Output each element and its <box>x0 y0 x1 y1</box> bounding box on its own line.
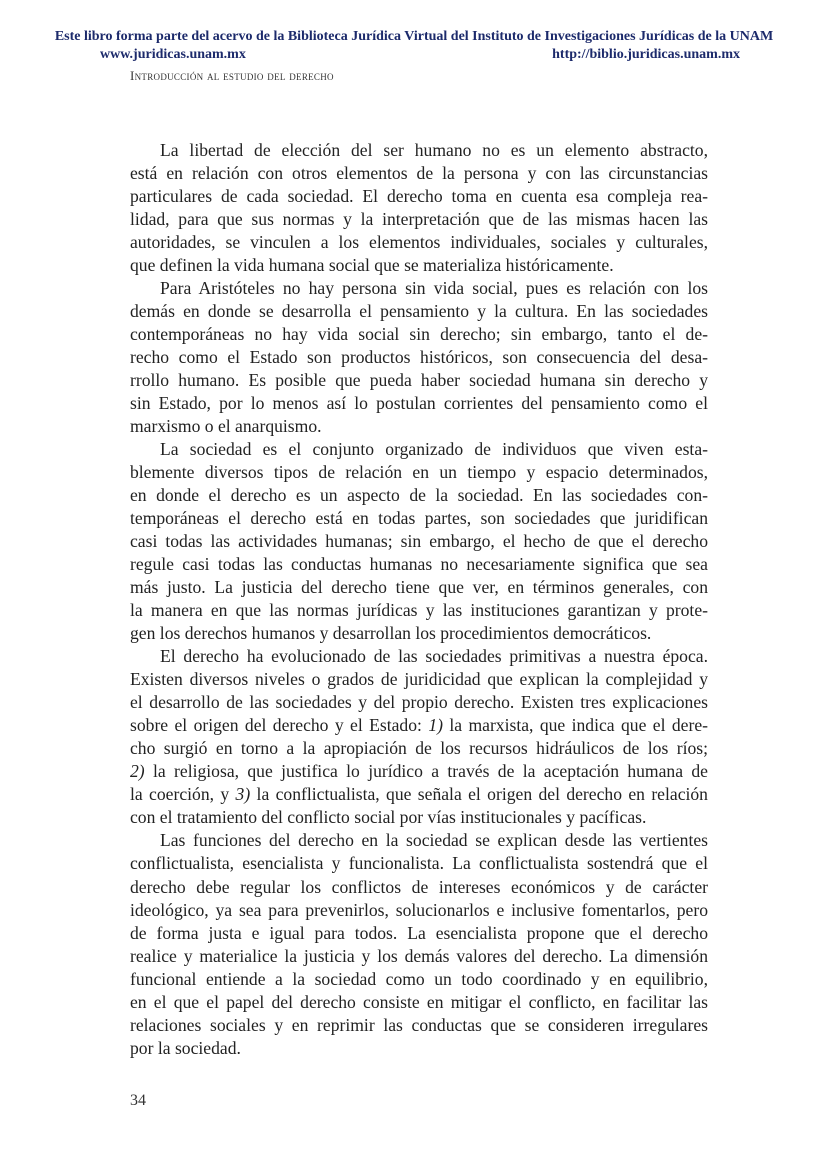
text-line: relaciones sociales y en reprimir las conductas que se consideren irregulares <box>130 1014 708 1035</box>
paragraph <box>130 139 708 277</box>
text-line: realice y materialice la justicia y los demás valores del derecho. La dimensión <box>130 945 708 966</box>
text-line: blemente diversos tipos de relación en un tiempo y espacio determinados, <box>130 462 708 483</box>
page-number: 34 <box>130 1092 146 1109</box>
paragraph <box>130 277 708 438</box>
text-line: Para Aristóteles no hay persona sin vida social, pues es relación con los <box>160 278 708 299</box>
text-line: la coerción, y 3) la conflictualista, que señala el origen del derecho en relación <box>130 784 708 805</box>
text-line: 2) la religiosa, que justifica lo jurídico a través de la aceptación humana de <box>130 761 708 782</box>
text-line: autoridades, se vinculen a los elementos individuales, sociales y culturales, <box>130 232 708 253</box>
text-line: sin Estado, por lo menos así lo postulan corrientes del pensamiento como el <box>130 393 708 414</box>
text-line: contemporáneas no hay vida social sin derecho; sin embargo, tanto el de- <box>130 324 708 345</box>
text-line: marxismo o el anarquismo. <box>130 416 322 437</box>
text-line: La sociedad es el conjunto organizado de individuos que viven esta- <box>160 439 708 460</box>
text-line: El derecho ha evolucionado de las sociedades primitivas a nuestra época. <box>160 646 708 667</box>
text-line: en el que el papel del derecho consiste en mitigar el conflicto, en facilitar las <box>130 991 708 1012</box>
text-line: más justo. La justicia del derecho tiene que ver, en términos generales, con <box>130 577 708 598</box>
text-line: funcional entiende a la sociedad como un todo coordinado y en equilibrio, <box>130 968 708 989</box>
text-line: temporáneas el derecho está en todas partes, son sociedades que juridifican <box>130 508 708 529</box>
biblio-url[interactable]: http://biblio.juridicas.unam.mx <box>552 47 740 62</box>
text-line: rrollo humano. Es posible que pueda haber sociedad humana sin derecho y <box>130 370 708 391</box>
text-line: de forma justa e igual para todos. La esencialista propone que el derecho <box>130 922 708 943</box>
text-line: la manera en que las normas jurídicas y las instituciones garantizan y prote- <box>130 600 708 621</box>
text-line: por la sociedad. <box>130 1037 241 1058</box>
paragraph <box>130 438 708 645</box>
juridicas-url[interactable]: www.juridicas.unam.mx <box>100 47 246 62</box>
text-line: gen los derechos humanos y desarrollan los procedimientos democráticos. <box>130 623 652 644</box>
text-line: cho surgió en torno a la apropiación de los recursos hidráulicos de los ríos; <box>130 738 708 759</box>
text-line: Las funciones del derecho en la sociedad se explican desde las vertientes <box>160 830 708 851</box>
text-line: demás en donde se desarrolla el pensamiento y la cultura. En las sociedades <box>130 301 708 322</box>
library-banner: Este libro forma parte del acervo de la Biblioteca Jurídica Virtual del Instituto de Investigaciones Jurídicas de la UNAM <box>54 29 774 44</box>
text-line: que definen la vida humana social que se materializa históricamente. <box>130 255 614 276</box>
text-line: conflictualista, esencialista y funcionalista. La conflictualista sostendrá que el <box>130 853 708 874</box>
text-line: está en relación con otros elementos de la persona y con las circunstancias <box>130 163 708 184</box>
body-text <box>130 139 708 1060</box>
text-line: Existen diversos niveles o grados de juridicidad que explican la complejidad y <box>130 669 708 690</box>
paragraph <box>130 829 708 1059</box>
text-line: particulares de cada sociedad. El derecho toma en cuenta esa compleja rea- <box>130 186 708 207</box>
text-line: con el tratamiento del conflicto social por vías institucionales y pacíficas. <box>130 807 647 828</box>
running-title: Introducción al estudio del derecho <box>130 68 334 83</box>
text-line: en donde el derecho es un aspecto de la sociedad. En las sociedades con- <box>130 485 708 506</box>
text-line: La libertad de elección del ser humano no es un elemento abstracto, <box>160 140 708 160</box>
text-line: lidad, para que sus normas y la interpretación que de las mismas hacen las <box>130 209 708 230</box>
paragraph <box>130 645 708 829</box>
text-line: regule casi todas las conductas humanas no necesariamente significa que sea <box>130 554 708 575</box>
text-line: derecho debe regular los conflictos de intereses económicos y de carácter <box>130 876 708 897</box>
text-line: sobre el origen del derecho y el Estado: 1) la marxista, que indica que el dere- <box>130 715 708 736</box>
text-line: recho como el Estado son productos históricos, son consecuencia del desa- <box>130 347 708 368</box>
text-line: el desarrollo de las sociedades y del propio derecho. Existen tres explicaciones <box>130 692 708 713</box>
text-line: casi todas las actividades humanas; sin embargo, el hecho de que el derecho <box>130 531 708 552</box>
text-line: ideológico, ya sea para prevenirlos, solucionarlos e inclusive fomentarlos, pero <box>130 899 708 920</box>
